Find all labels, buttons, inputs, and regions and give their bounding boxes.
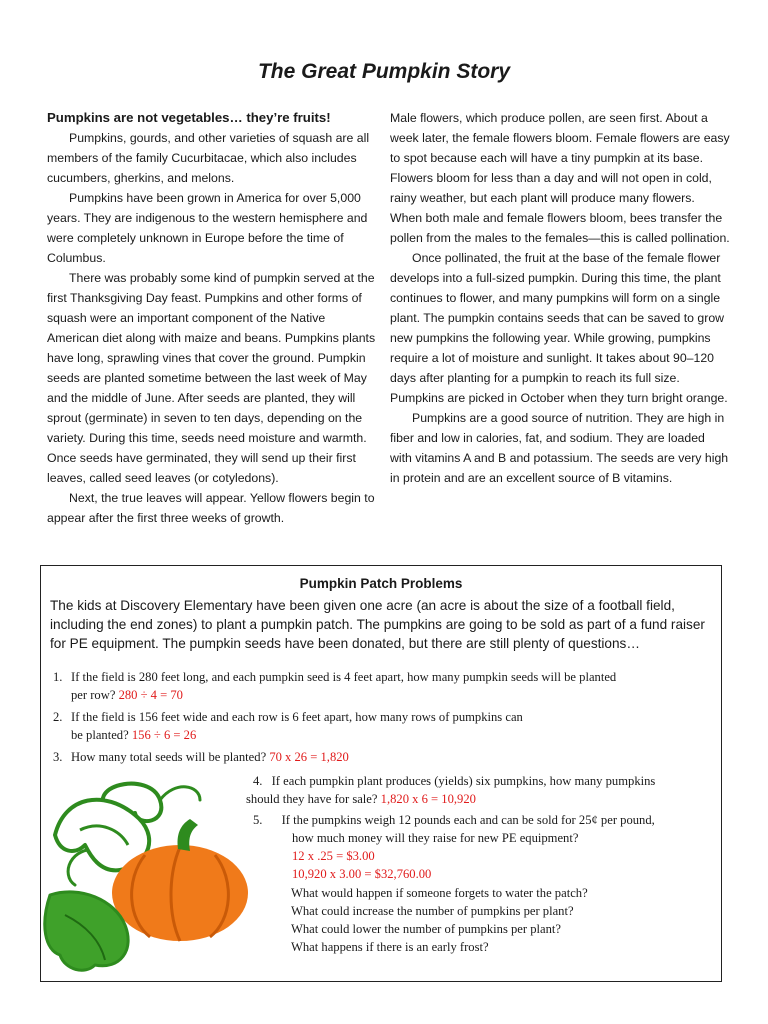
section-heading: Pumpkins are not vegetables… they’re fruits! (47, 110, 331, 125)
problem-text: per row? (71, 688, 116, 702)
problem-number: 2. (53, 710, 63, 724)
problem-5 (246, 811, 716, 883)
problem-text: If each pumpkin plant produces (yields) six pumpkins, how many pumpkins (271, 774, 656, 788)
page-title: The Great Pumpkin Story (257, 60, 511, 83)
problem-1 (53, 668, 711, 704)
problem-text: If the field is 156 feet wide and each row is 6 feet apart, how many rows of pumpkins can (71, 710, 523, 724)
problem-number: 4. (253, 774, 263, 788)
left-column (47, 108, 377, 528)
question: What could increase the number of pumpkins per plant? (291, 904, 574, 918)
problem-text: be planted? (71, 728, 129, 742)
question: What would happen if someone forgets to water the patch? (291, 886, 588, 900)
problem-text: How many total seeds will be planted? (71, 750, 267, 764)
pumpkin-illustration-icon (40, 774, 263, 975)
paragraph: Next, the true leaves will appear. Yellow flowers begin to appear after the first three weeks of growth. (47, 491, 375, 525)
problem-answer: 70 x 26 = 1,820 (269, 750, 349, 764)
problem-answer: 1,820 x 6 = 10,920 (380, 792, 476, 806)
box-title: Pumpkin Patch Problems (299, 576, 463, 591)
problem-text: If the pumpkins weigh 12 pounds each and can be sold for 25¢ per pound, (281, 813, 655, 827)
problem-answer: 156 ÷ 6 = 26 (131, 728, 197, 742)
problem-3 (53, 748, 711, 766)
box-intro: The kids at Discovery Elementary have been given one acre (an acre is about the size of a football field, including the end zones) to plant a pumpkin patch. The pumpkins are going to be sold as part of a fund raiser for PE equipment. The pumpkin seeds have been donated, but there are still plenty of questions… (50, 598, 705, 651)
problem-text: how much money will they raise for new PE equipment? (292, 831, 579, 845)
question: What could lower the number of pumpkins per plant? (291, 922, 561, 936)
paragraph: Once pollinated, the fruit at the base of the female flower develops into a full-sized pumpkin. During this time, the plant continues to flower, and many pumpkins will form on a single plant. The pumpkin contains seeds that can be saved to grow new pumpkins the following year. While growing, pumpkins require a lot of moisture and sunlight. It takes about 90–120 days after planting for a pumpkin to reach its full size. Pumpkins are picked in October when they turn bright orange. (390, 251, 728, 405)
paragraph: Male flowers, which produce pollen, are seen first. About a week later, the female flowers bloom. Female flowers are easy to spot because each will have a tiny pumpkin at its base. Flowers bloom for less than a day and will not open in cold, rainy weather, but each plant will produce many flowers. When both male and female flowers bloom, bees transfer the pollen from the males to the females—this is called pollination. (390, 111, 730, 245)
paragraph: Pumpkins are a good source of nutrition. They are high in fiber and low in calories, fat, and sodium. They are loaded with vitamins A and B and potassium. The seeds are very high in protein and are an excellent source of B vitamins. (390, 411, 729, 485)
paragraph: There was probably some kind of pumpkin served at the first Thanksgiving Day feast. Pumpkins and other forms of squash were an important component of the Native American diet along with maize and beans. Pumpkins plants have long, sprawling vines that cover the ground. Pumpkin seeds are planted sometime between the last week of May and the middle of June. After seeds are planted, they will sprout (germinate) in seven to ten days, depending on the variety. During this time, seeds need moisture and warmth. Once seeds have germinated, they will send up their first leaves, called seed leaves (or cotyledons). (47, 271, 376, 485)
problem-number: 1. (53, 670, 63, 684)
paragraph: Pumpkins, gourds, and other varieties of squash are all members of the family Cucurbitacae, which also includes cucumbers, gherkins, and melons. (47, 131, 370, 185)
problem-number: 3. (53, 750, 63, 764)
right-column (390, 108, 730, 488)
problem-4 (246, 772, 716, 808)
paragraph: Pumpkins have been grown in America for over 5,000 years. They are indigenous to the western hemisphere and were completely unknown in Europe before the time of Columbus. (47, 191, 368, 265)
problem-text: should they have for sale? (246, 792, 378, 806)
problem-answer: 12 x .25 = $3.00 (292, 849, 375, 863)
problem-answer: 280 ÷ 4 = 70 (118, 688, 183, 702)
question: What happens if there is an early frost? (291, 940, 489, 954)
problem-answer: 10,920 x 3.00 = $32,760.00 (292, 867, 432, 881)
problem-number: 5. (253, 813, 263, 827)
problem-text: If the field is 280 feet long, and each pumpkin seed is 4 feet apart, how many pumpkin seeds will be planted (71, 670, 617, 684)
problem-2 (53, 708, 711, 744)
